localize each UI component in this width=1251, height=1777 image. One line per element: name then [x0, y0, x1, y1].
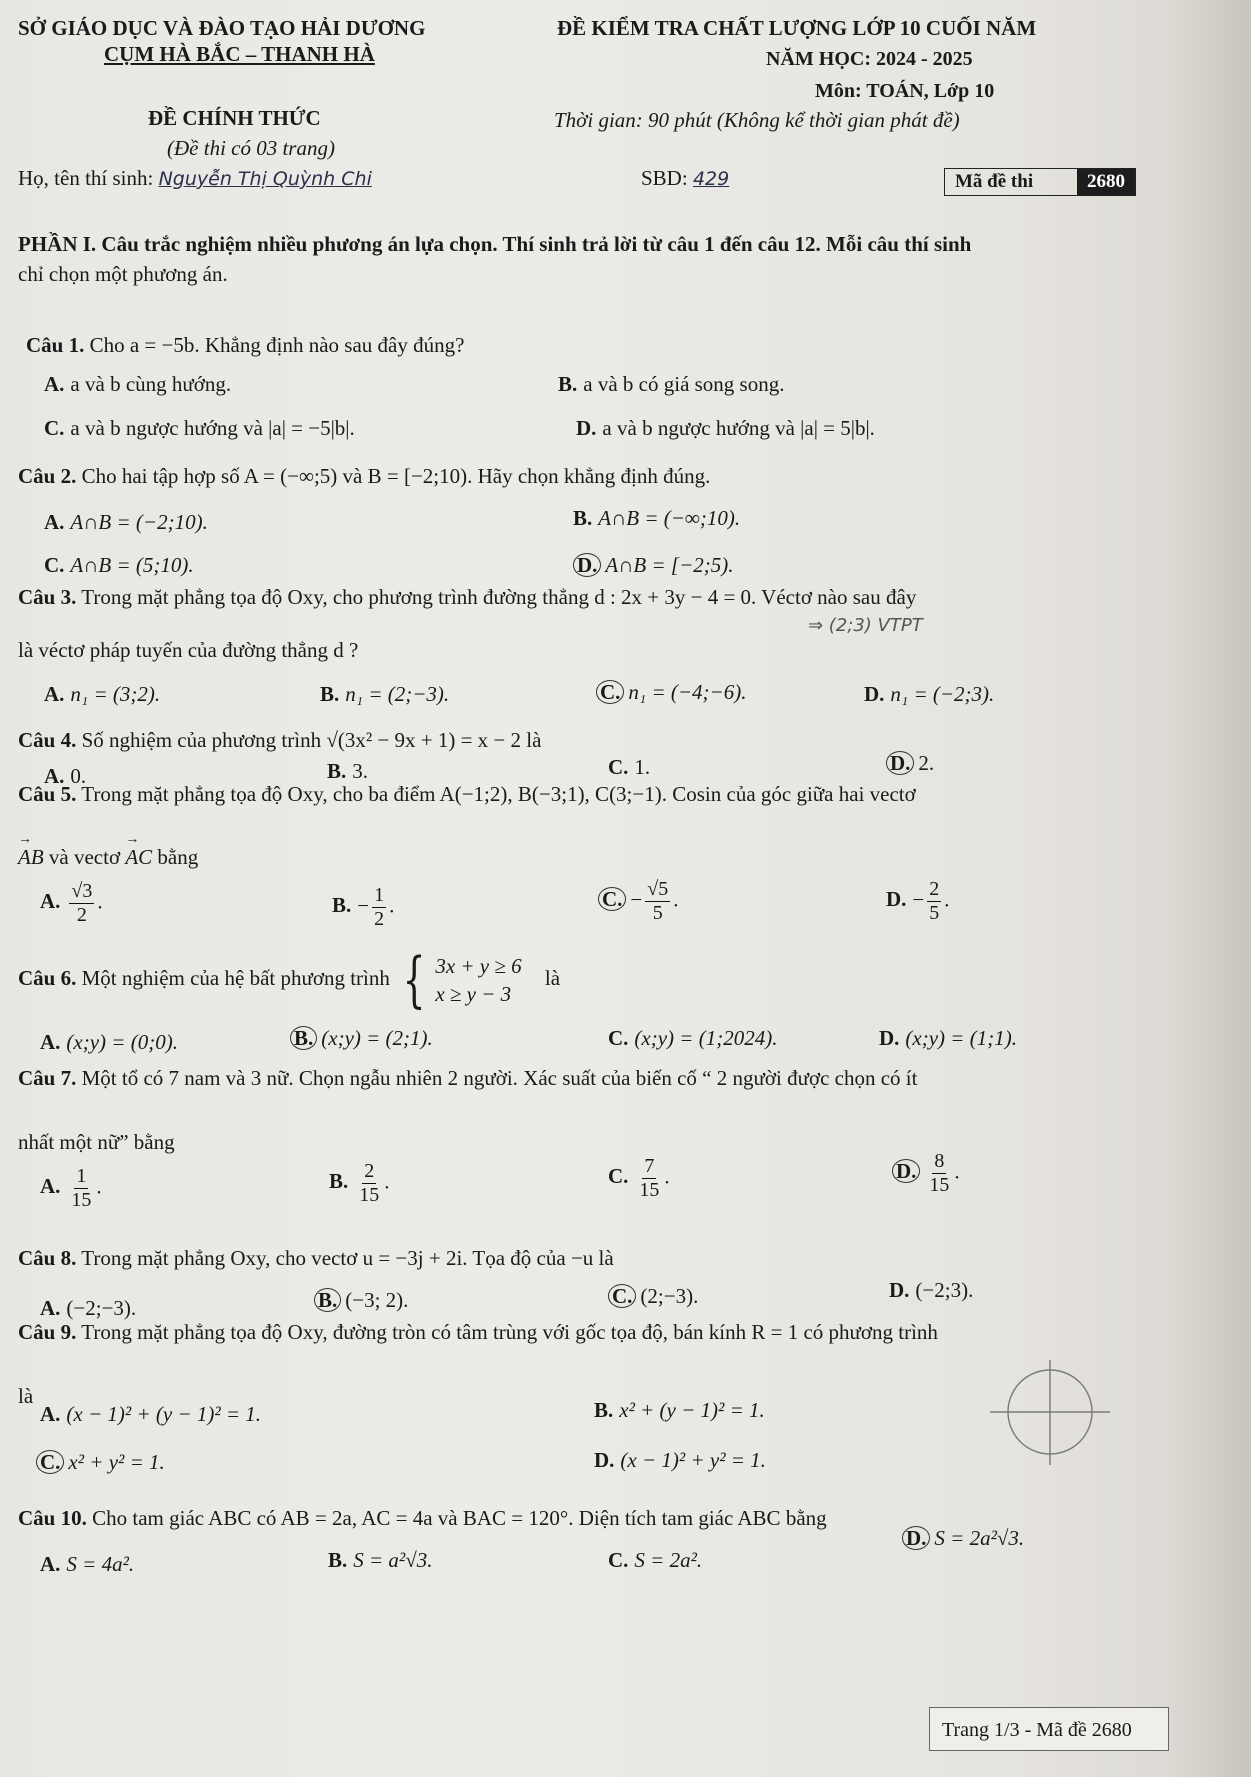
q8-option-d-text: (−2;3).: [915, 1278, 974, 1302]
q10-text: Cho tam giác ABC có AB = 2a, AC = 4a và BAC = 120°. Diện tích tam giác ABC bằng: [92, 1506, 827, 1530]
q7-d-num: 8: [934, 1150, 945, 1172]
q3-option-d-text: n₁ = (−2;3).: [890, 682, 995, 706]
q7-stem: [18, 1066, 917, 1090]
page-footer: Trang 1/3 - Mã đề 2680: [929, 1707, 1169, 1751]
q4-option-b: B. 3.: [327, 759, 369, 783]
header-department: SỞ GIÁO DỤC VÀ ĐÀO TẠO HẢI DƯƠNG: [18, 16, 426, 40]
q3-option-c-text: n₁ = (−4;−6).: [628, 680, 747, 704]
q3-option-b: B. n₁ = (2;−3).: [320, 682, 450, 706]
part1-title-cont: chỉ chọn một phương án.: [18, 262, 228, 286]
q6-eq2: x ≥ y − 3: [435, 982, 512, 1006]
q7-a-num: 1: [76, 1165, 87, 1187]
q1-option-a-text: a và b cùng hướng.: [70, 372, 232, 396]
q5-stem: [18, 782, 916, 806]
q3-option-a: A. n₁ = (3;2).: [44, 682, 161, 706]
q9-label: Câu 9.: [18, 1320, 77, 1344]
q6-option-c-text: (x;y) = (1;2024).: [634, 1026, 778, 1050]
q2-option-b: B. A∩B = (−∞;10).: [573, 506, 741, 530]
q6-option-b: B. (x;y) = (2;1).: [290, 1026, 433, 1050]
q9-stem-cont: là: [18, 1384, 34, 1408]
q9-option-a: A. (x − 1)² + (y − 1)² = 1.: [40, 1402, 262, 1426]
q9-option-c: C. x² + y² = 1.: [36, 1450, 165, 1474]
exam-code-value: 2680: [1077, 169, 1135, 195]
q7-option-a: A. $\frac{1}{15}$ .: [40, 1165, 102, 1211]
q7-c-den: 15: [639, 1179, 660, 1201]
q5-text: Trong mặt phẳng tọa độ Oxy, cho ba điểm A(−1;2), B(−3;1), C(3;−1). Cosin của góc giữa hai vectơ: [81, 782, 916, 806]
q7-c-num: 7: [644, 1155, 655, 1177]
q10-option-d-text: S = 2a²√3.: [934, 1526, 1025, 1550]
exam-code-box: [944, 168, 1136, 196]
q5-d-den: 5: [929, 902, 940, 924]
q8-option-b-text: (−3; 2).: [345, 1288, 409, 1312]
q2-option-d-text: A∩B = [−2;5).: [605, 553, 734, 577]
q3-option-d: D. n₁ = (−2;3).: [864, 682, 995, 706]
exam-time: Thời gian: 90 phút (Không kể thời gian phát đề): [554, 108, 960, 132]
school-year: NĂM HỌC: 2024 - 2025: [766, 48, 973, 70]
q3-stem-cont: là véctơ pháp tuyến của đường thẳng d ?: [18, 638, 359, 662]
q4-text: Số nghiệm của phương trình √(3x² − 9x + 1) = x − 2 là: [81, 728, 542, 752]
q5-stem-cont: [18, 845, 198, 869]
system-brace: {: [402, 945, 426, 1015]
sbd-row: [641, 166, 783, 191]
q8-option-c: C. (2;−3).: [608, 1284, 698, 1308]
sbd-label: SBD:: [641, 166, 688, 190]
q6-option-b-text: (x;y) = (2;1).: [321, 1026, 433, 1050]
q4-option-c-text: 1.: [634, 755, 651, 779]
q9-option-b: B. x² + (y − 1)² = 1.: [594, 1398, 765, 1422]
q6-text: Một nghiệm của hệ bất phương trình: [81, 965, 390, 990]
exam-title: ĐỀ KIỂM TRA CHẤT LƯỢNG LỚP 10 CUỐI NĂM: [557, 16, 1037, 40]
q4-option-a-text: 0.: [70, 764, 87, 788]
q4-option-c: C. 1.: [608, 755, 651, 779]
q10-option-a-text: S = 4a².: [66, 1552, 135, 1576]
q3-label: Câu 3.: [18, 585, 77, 609]
q5-c-den: 5: [652, 902, 663, 924]
q2-option-c-text: A∩B = (5;10).: [70, 553, 194, 577]
q9-text: Trong mặt phẳng tọa độ Oxy, đường tròn có tâm trùng với gốc tọa độ, bán kính R = 1 có phương trình: [81, 1320, 938, 1344]
q8-option-a: A. (−2;−3).: [40, 1296, 137, 1320]
system-equations: [435, 952, 521, 1009]
q1-option-d-text: a và b ngược hướng và |a| = 5|b|.: [602, 416, 875, 440]
q7-b-den: 15: [359, 1184, 380, 1206]
q7-stem-cont: nhất một nữ” bằng: [18, 1130, 175, 1154]
q4-option-d-text: 2.: [918, 751, 935, 775]
q2-option-d: D. A∩B = [−2;5).: [573, 553, 734, 577]
q7-b-num: 2: [364, 1160, 375, 1182]
q5-c-num: √5: [647, 878, 669, 900]
q10-stem: [18, 1506, 827, 1530]
q9-option-c-text: x² + y² = 1.: [68, 1450, 165, 1474]
q5-option-d: D. − $\frac{2}{5}$ .: [886, 878, 950, 924]
q2-option-c: C. A∩B = (5;10).: [44, 553, 194, 577]
q6-option-d-text: (x;y) = (1;1).: [905, 1026, 1017, 1050]
q2-text: Cho hai tập hợp số A = (−∞;5) và B = [−2;10). Hãy chọn khẳng định đúng.: [81, 464, 711, 488]
q10-option-c-text: S = 2a².: [634, 1548, 703, 1572]
q3-option-c: C. n₁ = (−4;−6).: [596, 680, 746, 704]
q5-option-a: A. $\frac{√3}{2}$ .: [40, 880, 103, 926]
q5-a-num: √3: [71, 880, 93, 902]
page-shadow: [1161, 0, 1251, 1777]
q7-label: Câu 7.: [18, 1066, 77, 1090]
q9-option-d: D. (x − 1)² + y² = 1.: [594, 1448, 766, 1472]
q4-option-b-text: 3.: [352, 759, 369, 783]
q4-option-a: A. 0.: [44, 764, 87, 788]
q10-label: Câu 10.: [18, 1506, 87, 1530]
q4-label: Câu 4.: [18, 728, 77, 752]
q6-eq1: 3x + y ≥ 6: [435, 953, 522, 978]
q1-option-b: B. a và b có giá song song.: [558, 372, 785, 396]
q10-option-b: B. S = a²√3.: [328, 1548, 433, 1572]
q8-option-d: D. (−2;3).: [889, 1278, 974, 1302]
q7-option-b: B. $\frac{2}{15}$ .: [329, 1160, 390, 1206]
q5-a-den: 2: [76, 904, 87, 926]
subject: Môn: TOÁN, Lớp 10: [815, 80, 995, 102]
q2-option-b-text: A∩B = (−∞;10).: [598, 506, 741, 530]
q3-text: Trong mặt phẳng tọa độ Oxy, cho phương trình đường thẳng d : 2x + 3y − 4 = 0. Véctơ nào sau đây: [81, 585, 917, 609]
exam-code-label: Mã đề thi: [955, 171, 1034, 192]
q6-option-c: C. (x;y) = (1;2024).: [608, 1026, 778, 1050]
q1-option-c-text: a và b ngược hướng và |a| = −5|b|.: [70, 416, 355, 440]
official-label: ĐỀ CHÍNH THỨC: [148, 106, 321, 130]
q6-option-a: A. (x;y) = (0;0).: [40, 1030, 178, 1054]
vector-ab: → AB: [18, 845, 44, 869]
q5-label: Câu 5.: [18, 782, 77, 806]
q5-d-num: 2: [929, 878, 940, 900]
q10-option-a: A. S = 4a².: [40, 1552, 135, 1576]
q7-d-den: 15: [929, 1174, 950, 1196]
sbd-value: 429: [692, 168, 730, 190]
q1-text: Cho a = −5b. Khẳng định nào sau đây đúng?: [89, 333, 465, 357]
part1-title: PHẦN I. Câu trắc nghiệm nhiều phương án lựa chọn. Thí sinh trả lời từ câu 1 đến câu 12. Mỗi câu thí sinh: [18, 232, 972, 256]
q3-handwritten-note: ⇒ (2;3) VTPT: [808, 615, 923, 636]
page-count: (Đề thi có 03 trang): [167, 136, 335, 160]
q7-option-d: D. $\frac{8}{15}$ .: [892, 1150, 960, 1197]
q6-stem: [18, 945, 561, 1015]
q7-text: Một tổ có 7 nam và 3 nữ. Chọn ngẫu nhiên 2 người. Xác suất của biến cố “ 2 người được chọn có ít: [81, 1066, 918, 1090]
q9-option-a-text: (x − 1)² + (y − 1)² = 1.: [66, 1402, 262, 1426]
q5-and-vector: và vectơ: [48, 845, 121, 869]
student-name-label: Họ, tên thí sinh:: [18, 166, 154, 190]
q1-option-b-text: a và b có giá song song.: [583, 372, 785, 396]
q6-option-d: D. (x;y) = (1;1).: [879, 1026, 1017, 1050]
q2-option-a-text: A∩B = (−2;10).: [70, 510, 208, 534]
pencil-sketch: [960, 1340, 1140, 1480]
q2-stem: [18, 464, 710, 488]
student-name-row: [18, 166, 549, 191]
q3-option-a-text: n₁ = (3;2).: [70, 682, 161, 706]
q10-option-c: C. S = 2a².: [608, 1548, 703, 1572]
q5-b-num: 1: [374, 884, 385, 906]
q5-option-c: C. − $\frac{√5}{5}$ .: [598, 878, 679, 925]
q5-equals: bằng: [157, 845, 199, 869]
q5-option-b: B. − $\frac{1}{2}$ .: [332, 884, 395, 930]
q2-option-a: A. A∩B = (−2;10).: [44, 510, 208, 534]
q8-option-a-text: (−2;−3).: [66, 1296, 137, 1320]
q10-option-d: D. S = 2a²√3.: [902, 1526, 1024, 1550]
q3-option-b-text: n₁ = (2;−3).: [345, 682, 450, 706]
vector-ac: → AC: [125, 845, 152, 869]
q9-option-b-text: x² + (y − 1)² = 1.: [619, 1398, 765, 1422]
header-cluster: CỤM HÀ BẮC – THANH HÀ: [104, 42, 375, 66]
q1-option-c: C. a và b ngược hướng và |a| = −5|b|.: [44, 416, 355, 440]
q9-stem: [18, 1320, 938, 1344]
q6-label: Câu 6.: [18, 965, 77, 990]
q6-tail: là: [544, 965, 561, 990]
q1-stem: [26, 333, 464, 357]
q7-option-c: C. $\frac{7}{15}$ .: [608, 1155, 670, 1201]
q1-label: Câu 1.: [26, 333, 85, 357]
q5-b-den: 2: [374, 908, 385, 930]
q4-stem: [18, 728, 541, 752]
q9-option-d-text: (x − 1)² + y² = 1.: [620, 1448, 766, 1472]
q3-stem: [18, 585, 916, 609]
q1-option-a: A. a và b cùng hướng.: [44, 372, 232, 396]
q8-stem: [18, 1246, 614, 1270]
q10-option-b-text: S = a²√3.: [353, 1548, 433, 1572]
q1-option-d: D. a và b ngược hướng và |a| = 5|b|.: [576, 416, 875, 440]
q8-text: Trong mặt phẳng Oxy, cho vectơ u = −3j + 2i. Tọa độ của −u là: [81, 1246, 614, 1270]
q4-option-d: D. 2.: [886, 751, 934, 775]
q8-label: Câu 8.: [18, 1246, 77, 1270]
q7-a-den: 15: [71, 1189, 92, 1211]
q2-label: Câu 2.: [18, 464, 77, 488]
student-name-value: Nguyễn Thị Quỳnh Chi: [158, 168, 372, 190]
q6-option-a-text: (x;y) = (0;0).: [66, 1030, 178, 1054]
q8-option-c-text: (2;−3).: [640, 1284, 699, 1308]
q8-option-b: B. (−3; 2).: [314, 1288, 408, 1312]
